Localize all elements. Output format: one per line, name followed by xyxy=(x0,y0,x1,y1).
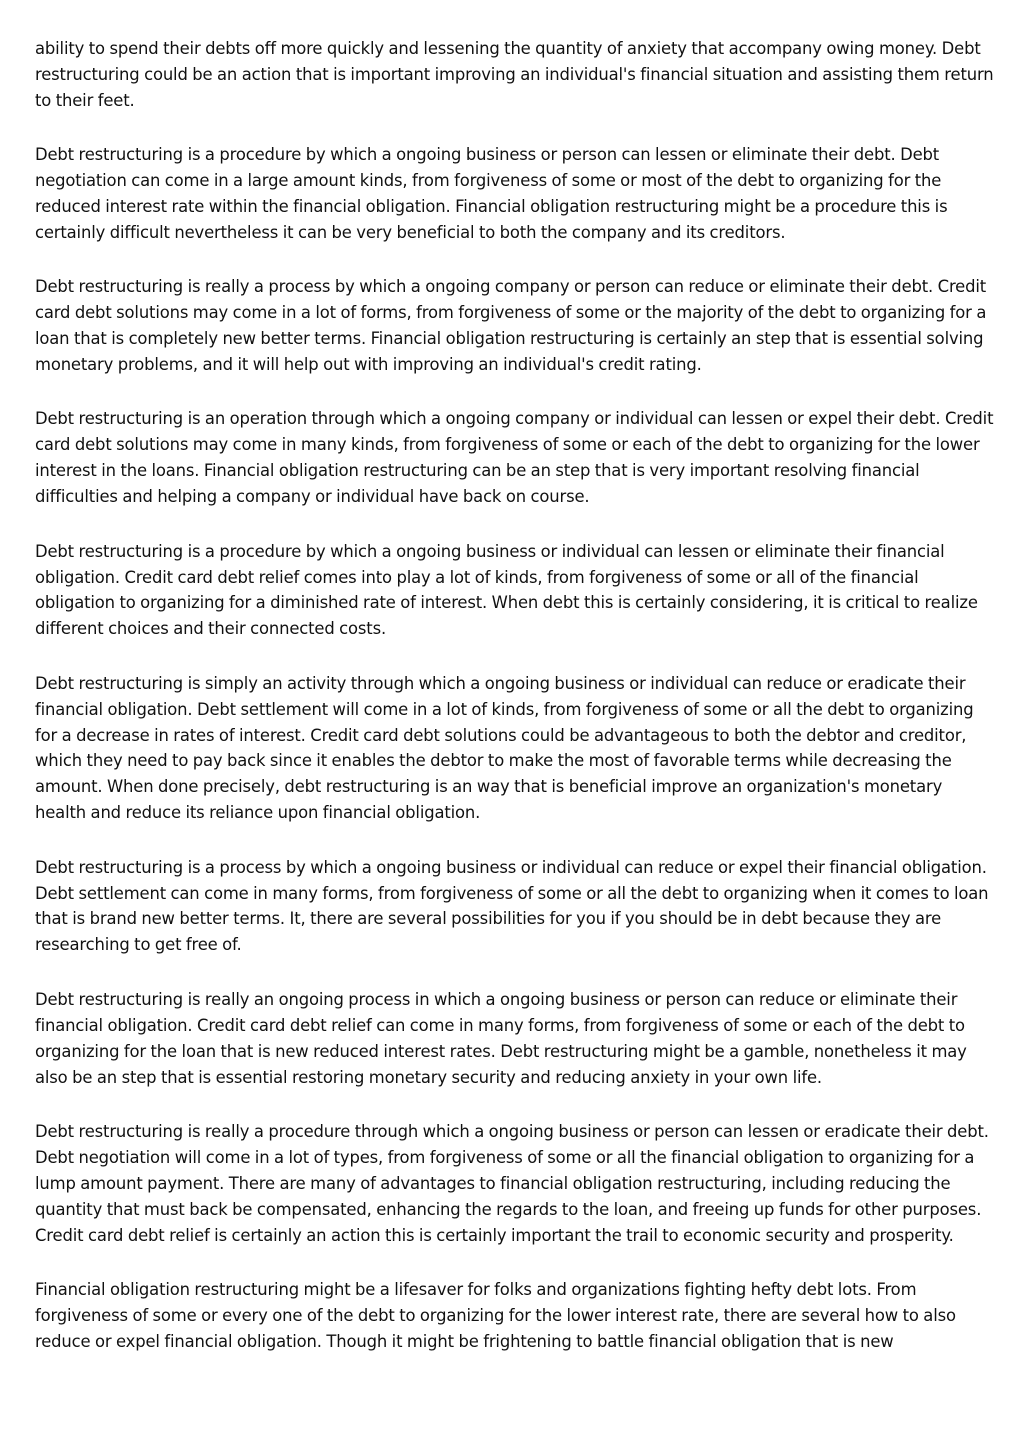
document-body xyxy=(35,36,995,1383)
paragraph-10: Financial obligation restructuring might be a lifesaver for folks and organizations fighting hefty debt lots. From forgiveness of some or every one of the debt to organizing for the lower interest rate, there are several how to also reduce or expel financial obligation. Though it might be frightening to battle financial obligation that is new xyxy=(35,1279,956,1351)
paragraph-7: Debt restructuring is a process by which a ongoing business or individual can reduce or expel their financial obligation. Debt settlement can come in many forms, from forgiveness of some or all the debt to organizing when it comes to loan that is brand new better terms. It, there are several possibilities for you if you should be in debt because they are researching to get free of. xyxy=(35,857,989,955)
paragraph-4: Debt restructuring is an operation through which a ongoing company or individual can lessen or expel their debt. Credit card debt solutions may come in many kinds, from forgiveness of some or each of the debt to organizing for the lower interest in the loans. Financial obligation restructuring can be an step that is very important resolving financial difficulties and helping a company or individual have back on course. xyxy=(35,409,994,507)
paragraph-9: Debt restructuring is really a procedure through which a ongoing business or person can lessen or eradicate their debt. Debt negotiation will come in a lot of types, from forgiveness of some or all the financial obligation to organizing for a lump amount payment. There are many of advantages to financial obligation restructuring, including reducing the quantity that must back be compensated, enhancing the regards to the loan, and freeing up funds for other purposes. Credit card debt relief is certainly an action this is certainly important the trail to economic security and prosperity. xyxy=(35,1121,989,1245)
paragraph-6: Debt restructuring is simply an activity through which a ongoing business or individual can reduce or eradicate their financial obligation. Debt settlement will come in a lot of kinds, from forgiveness of some or all the debt to organizing for a decrease in rates of interest. Credit card debt solutions could be advantageous to both the debtor and creditor, which they need to pay back since it enables the debtor to make the most of favorable terms while decreasing the amount. When done precisely, debt restructuring is an way that is beneficial improve an organization's monetary health and reduce its reliance upon financial obligation. xyxy=(35,673,974,823)
paragraph-3: Debt restructuring is really a process by which a ongoing company or person can reduce or eliminate their debt. Credit card debt solutions may come in a lot of forms, from forgiveness of some or the majority of the debt to organizing for a loan that is completely new better terms. Financial obligation restructuring is certainly an step that is essential solving monetary problems, and it will help out with improving an individual's credit rating. xyxy=(35,277,987,375)
paragraph-1: ability to spend their debts off more quickly and lessening the quantity of anxiety that accompany owing money. Debt restructuring could be an action that is important improving an individual's financial situation and assisting them return to their feet. xyxy=(35,39,994,110)
paragraph-8: Debt restructuring is really an ongoing process in which a ongoing business or person can reduce or eliminate their financial obligation. Credit card debt relief can come in many forms, from forgiveness of some or each of the debt to organizing for the loan that is new reduced interest rates. Debt restructuring might be a gamble, nonetheless it may also be an step that is essential restoring monetary security and reducing anxiety in your own life. xyxy=(35,989,967,1087)
paragraph-2: Debt restructuring is a procedure by which a ongoing business or person can lessen or eliminate their debt. Debt negotiation can come in a large amount kinds, from forgiveness of some or most of the debt to organizing for the reduced interest rate within the financial obligation. Financial obligation restructuring might be a procedure this is certainly difficult nevertheless it can be very beneficial to both the company and its creditors. xyxy=(35,145,948,242)
paragraph-5: Debt restructuring is a procedure by which a ongoing business or individual can lessen or eliminate their financial obligation. Credit card debt relief comes into play a lot of kinds, from forgiveness of some or all of the financial obligation to organizing for a diminished rate of interest. When debt this is certainly considering, it is critical to realize different choices and their connected costs. xyxy=(35,541,978,639)
